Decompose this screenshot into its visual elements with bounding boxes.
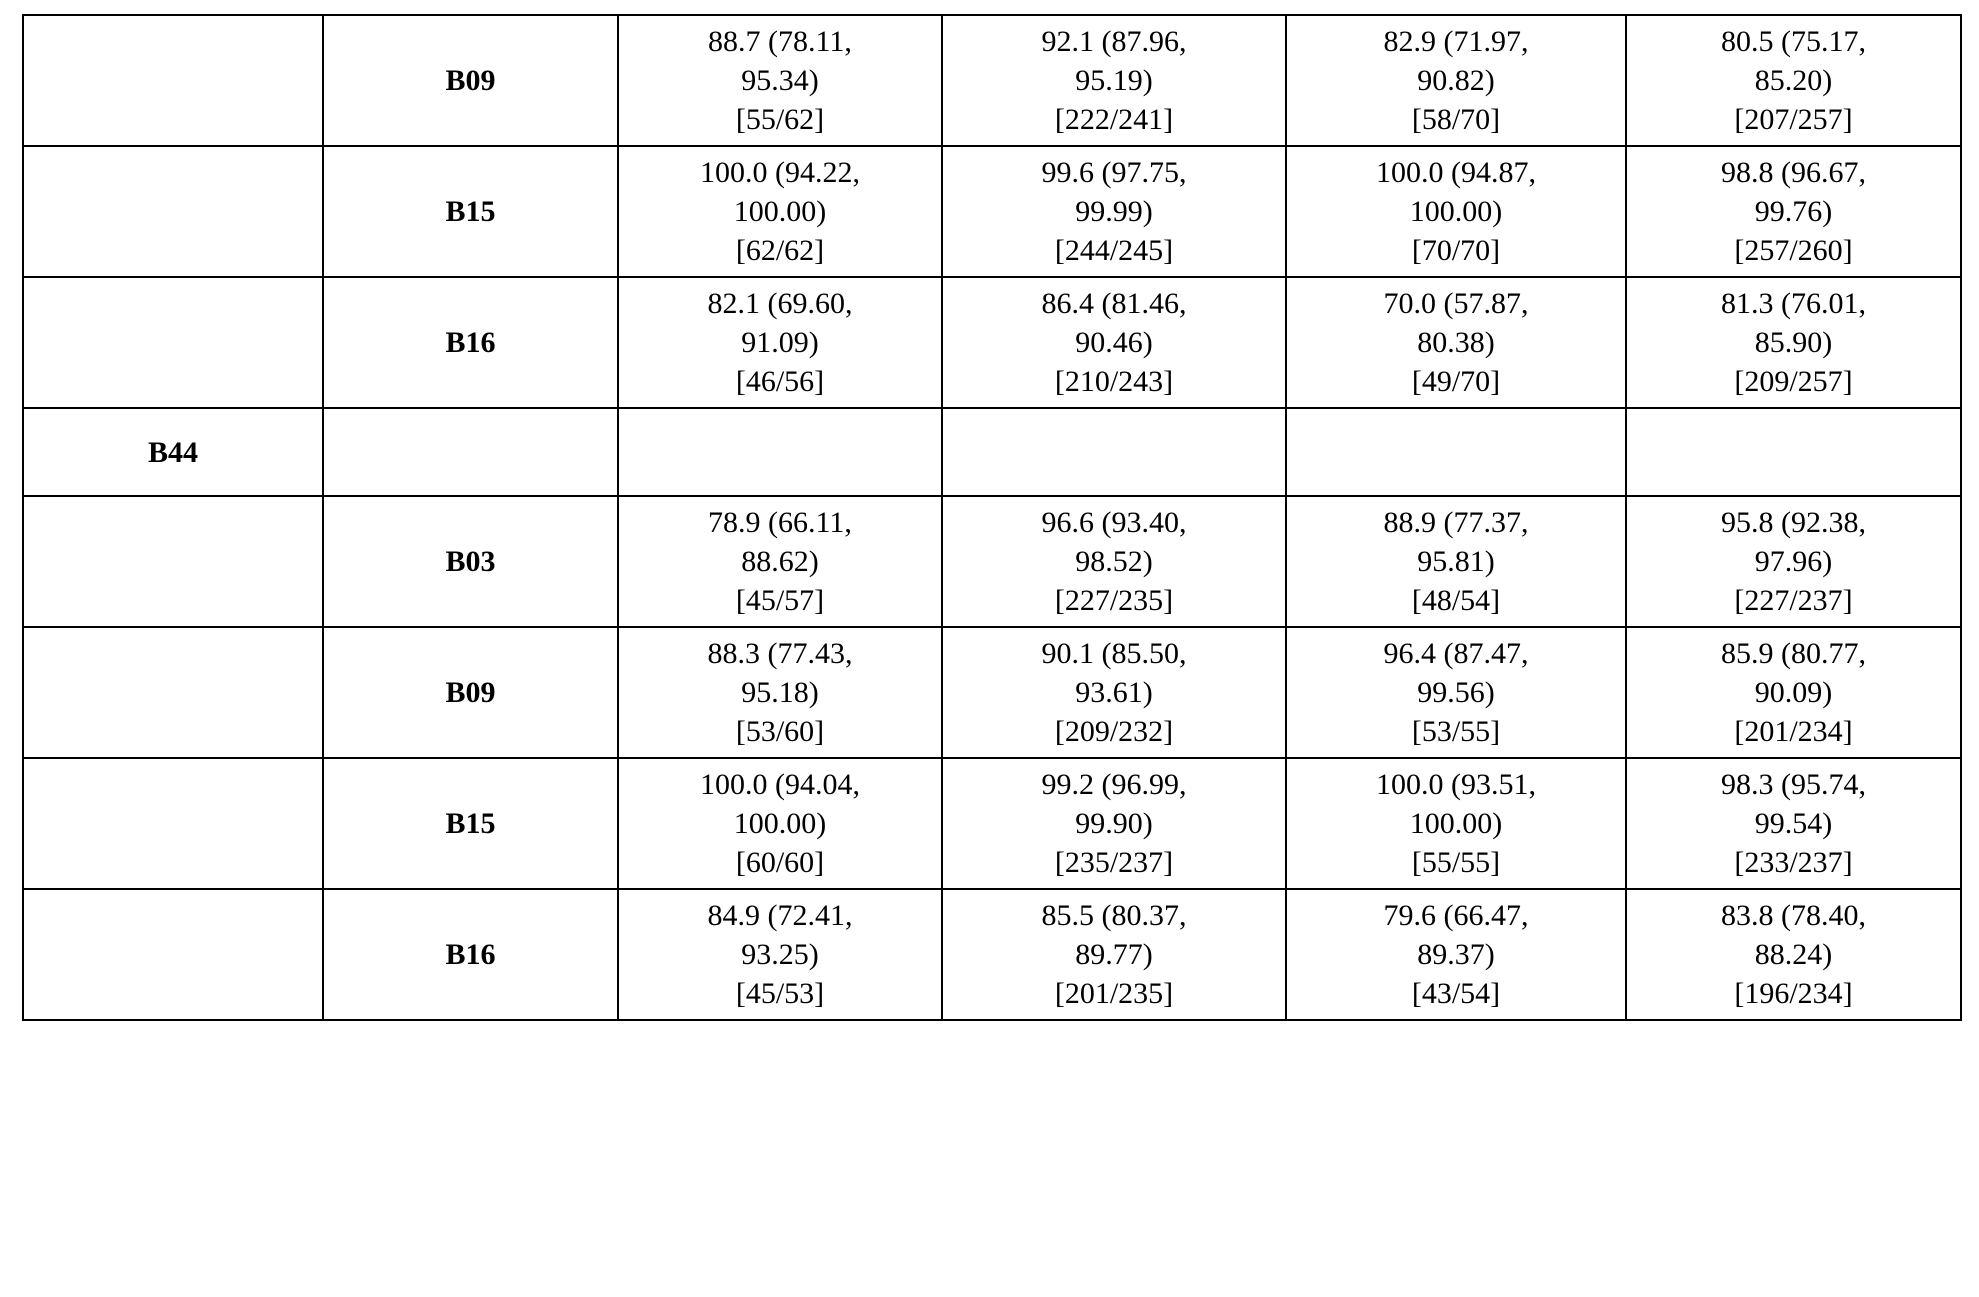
value-cell [942,15,1286,146]
group-label-cell [23,496,323,627]
ci-line: 97.96) [1754,545,1833,578]
value-cell [942,408,1286,496]
estimate-line: 80.5 (75.17, [1721,25,1866,58]
value-cell [1626,627,1961,758]
ci-line: 100.00) [733,195,827,228]
results-table [22,14,1962,1021]
counts-line: [257/260] [1734,234,1853,267]
table-row [23,889,1961,1020]
counts-line: [55/55] [1411,846,1501,879]
counts-line: [227/237] [1734,584,1853,617]
estimate-line: 78.9 (66.11, [708,506,852,539]
counts-line: [49/70] [1411,365,1501,398]
counts-line: [55/62] [735,103,825,136]
counts-line: [48/54] [1411,584,1501,617]
counts-line: [233/237] [1734,846,1853,879]
value-cell [1626,408,1961,496]
counts-line: [209/232] [1054,715,1174,748]
estimate-line: 88.3 (77.43, [707,637,853,670]
estimate-line: 100.0 (94.22, [700,156,860,189]
estimate-line: 95.8 (92.38, [1721,506,1866,539]
counts-line: [209/257] [1734,365,1853,398]
ci-line: 99.99) [1075,195,1153,228]
counts-line: [244/245] [1054,234,1174,267]
ci-line: 90.09) [1754,676,1833,709]
value-cell [1626,496,1961,627]
counts-line: [201/235] [1054,977,1174,1010]
estimate-line: 82.1 (69.60, [707,287,853,320]
counts-line: [70/70] [1411,234,1501,267]
estimate-line: 79.6 (66.47, [1383,899,1529,932]
ci-line: 100.00) [733,807,827,840]
counts-line: [222/241] [1054,103,1174,136]
group-label-cell: B44 [23,408,323,496]
sub-label-cell: B15 [323,758,618,889]
value-cell [1286,146,1626,277]
counts-line: [227/235] [1054,584,1174,617]
value-cell [1626,146,1961,277]
value-cell [942,758,1286,889]
estimate-line: 98.8 (96.67, [1721,156,1866,189]
estimate-line: 98.3 (95.74, [1721,768,1866,801]
ci-line: 98.52) [1075,545,1153,578]
ci-line: 91.09) [741,326,819,359]
table-row [23,277,1961,408]
ci-line: 99.54) [1754,807,1833,840]
ci-line: 88.24) [1754,938,1833,971]
ci-line: 93.61) [1075,676,1153,709]
counts-line: [43/54] [1411,977,1501,1010]
value-cell [942,146,1286,277]
value-cell [618,15,942,146]
value-cell [942,496,1286,627]
value-cell [1286,408,1626,496]
value-cell [942,277,1286,408]
estimate-line: 100.0 (94.87, [1376,156,1536,189]
value-cell [618,627,942,758]
estimate-line: 88.7 (78.11, [708,25,852,58]
ci-line: 90.82) [1417,64,1495,97]
group-label-cell [23,15,323,146]
estimate-line: 85.9 (80.77, [1721,637,1866,670]
estimate-line: 86.4 (81.46, [1041,287,1187,320]
counts-line: [46/56] [735,365,825,398]
sub-label-cell: B09 [323,15,618,146]
ci-line: 89.37) [1417,938,1495,971]
estimate-line: 99.2 (96.99, [1041,768,1187,801]
counts-line: [62/62] [735,234,825,267]
sub-label-cell: B15 [323,146,618,277]
ci-line: 85.90) [1754,326,1833,359]
counts-line: [235/237] [1054,846,1174,879]
value-cell [1286,15,1626,146]
estimate-line: 81.3 (76.01, [1721,287,1866,320]
value-cell [1626,889,1961,1020]
sub-label-cell: B03 [323,496,618,627]
value-cell [1286,889,1626,1020]
group-label-cell [23,889,323,1020]
table-row [23,758,1961,889]
value-cell [618,146,942,277]
ci-line: 85.20) [1754,64,1833,97]
ci-line: 95.81) [1417,545,1495,578]
value-cell [1286,496,1626,627]
value-cell [1626,15,1961,146]
ci-line: 80.38) [1417,326,1495,359]
ci-line: 99.90) [1075,807,1153,840]
ci-line: 95.18) [741,676,819,709]
counts-line: [53/60] [735,715,825,748]
ci-line: 100.00) [1409,807,1503,840]
ci-line: 90.46) [1075,326,1153,359]
table-row [23,627,1961,758]
estimate-line: 100.0 (93.51, [1376,768,1536,801]
sub-label-cell: B16 [323,889,618,1020]
ci-line: 89.77) [1075,938,1153,971]
estimate-line: 100.0 (94.04, [700,768,860,801]
table-group-row [23,408,1961,496]
ci-line: 99.56) [1417,676,1495,709]
counts-line: [60/60] [735,846,825,879]
estimate-line: 90.1 (85.50, [1041,637,1187,670]
estimate-line: 84.9 (72.41, [707,899,853,932]
value-cell [618,758,942,889]
value-cell [618,496,942,627]
estimate-line: 92.1 (87.96, [1041,25,1187,58]
estimate-line: 99.6 (97.75, [1041,156,1187,189]
ci-line: 100.00) [1409,195,1503,228]
ci-line: 95.19) [1075,64,1153,97]
counts-line: [45/57] [735,584,825,617]
value-cell [942,627,1286,758]
counts-line: [201/234] [1734,715,1853,748]
value-cell [618,277,942,408]
ci-line: 95.34) [741,64,819,97]
estimate-line: 85.5 (80.37, [1041,899,1187,932]
group-label-cell [23,146,323,277]
counts-line: [45/53] [735,977,825,1010]
estimate-line: 96.6 (93.40, [1041,506,1187,539]
table-row [23,496,1961,627]
counts-line: [196/234] [1734,977,1853,1010]
sub-label-cell [323,408,618,496]
group-label-cell [23,758,323,889]
group-label-cell [23,277,323,408]
value-cell [618,408,942,496]
estimate-line: 96.4 (87.47, [1383,637,1529,670]
estimate-line: 70.0 (57.87, [1383,287,1529,320]
estimate-line: 82.9 (71.97, [1383,25,1529,58]
counts-line: [207/257] [1734,103,1853,136]
value-cell [1626,277,1961,408]
table-row [23,15,1961,146]
value-cell [1286,627,1626,758]
value-cell [1626,758,1961,889]
ci-line: 88.62) [741,545,819,578]
ci-line: 93.25) [741,938,819,971]
value-cell [1286,277,1626,408]
ci-line: 99.76) [1754,195,1833,228]
value-cell [1286,758,1626,889]
estimate-line: 88.9 (77.37, [1383,506,1529,539]
counts-line: [53/55] [1411,715,1501,748]
estimate-line: 83.8 (78.40, [1721,899,1866,932]
sub-label-cell: B09 [323,627,618,758]
table-body [23,15,1961,1020]
value-cell [942,889,1286,1020]
counts-line: [58/70] [1411,103,1501,136]
counts-line: [210/243] [1054,365,1174,398]
table-row [23,146,1961,277]
sub-label-cell: B16 [323,277,618,408]
group-label-cell [23,627,323,758]
value-cell [618,889,942,1020]
